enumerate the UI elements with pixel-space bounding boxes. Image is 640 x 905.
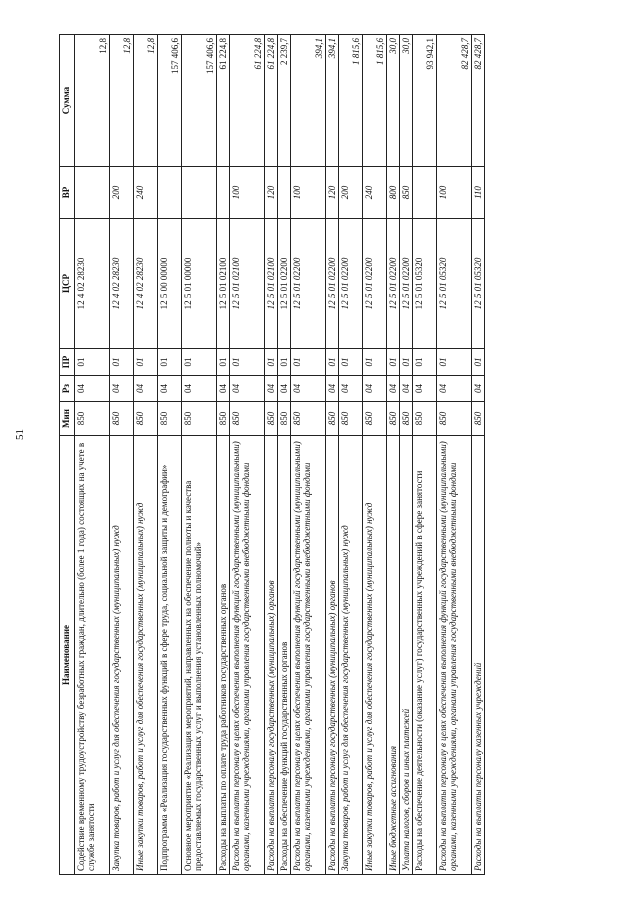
cell-pr: 01	[182, 349, 217, 376]
cell-pr: 01	[326, 349, 339, 376]
cell-pr: 01	[437, 349, 472, 376]
cell-vr	[413, 167, 437, 219]
table-row	[134, 35, 158, 875]
cell-vr: 100	[437, 167, 472, 219]
cell-name: Расходы на обеспечение функций государственных органов	[278, 436, 291, 875]
cell-pr: 01	[75, 349, 110, 376]
cell-sum: 30,0	[387, 35, 400, 167]
cell-vr	[217, 167, 230, 219]
cell-csr: 12 5 01 02200	[339, 219, 363, 349]
cell-csr: 12 4 02 28230	[75, 219, 110, 349]
cell-min: 850	[387, 402, 400, 436]
cell-min: 850	[291, 402, 326, 436]
cell-rz: 04	[339, 376, 363, 402]
cell-name: Основное мероприятие «Реализация мероприятий, направленных на обеспечение полноты и качества предоставляемых государственных услуг и выполнения установленных полномочий»	[182, 436, 217, 875]
header-csr: ЦСР	[60, 219, 75, 349]
table-row	[326, 35, 339, 875]
cell-sum: 82 428,7	[472, 35, 485, 167]
cell-sum: 61 224,8	[217, 35, 230, 167]
cell-sum: 12,8	[110, 35, 134, 167]
cell-vr: 200	[110, 167, 134, 219]
cell-min: 850	[217, 402, 230, 436]
cell-csr: 12 5 01 02200	[363, 219, 387, 349]
cell-rz: 04	[387, 376, 400, 402]
cell-sum: 157 406,6	[182, 35, 217, 167]
cell-sum: 2 239,7	[278, 35, 291, 167]
cell-vr	[75, 167, 110, 219]
cell-vr: 240	[134, 167, 158, 219]
table-row	[291, 35, 326, 875]
cell-rz: 04	[134, 376, 158, 402]
table-row	[182, 35, 217, 875]
cell-vr: 120	[326, 167, 339, 219]
cell-name: Расходы на выплаты персоналу в целях обеспечения выполнения функций государственными (муниципальными) органами, казенными учреждениями, органами управления государственными внебюджетными фондами	[437, 436, 472, 875]
cell-csr: 12 5 01 05320	[437, 219, 472, 349]
header-sum: Сумма	[60, 35, 75, 167]
cell-min: 850	[437, 402, 472, 436]
cell-sum: 82 428,7	[437, 35, 472, 167]
table-row	[265, 35, 278, 875]
cell-vr: 110	[472, 167, 485, 219]
table-row	[217, 35, 230, 875]
cell-name: Расходы на обеспечение деятельности (оказание услуг) государственных учреждений в сфере занятости	[413, 436, 437, 875]
cell-pr: 01	[110, 349, 134, 376]
cell-csr: 12 5 01 02100	[265, 219, 278, 349]
cell-vr	[158, 167, 182, 219]
cell-pr: 01	[387, 349, 400, 376]
cell-rz: 04	[265, 376, 278, 402]
cell-sum: 61 224,8	[265, 35, 278, 167]
cell-vr	[278, 167, 291, 219]
table-row	[75, 35, 110, 875]
cell-min: 850	[339, 402, 363, 436]
cell-vr: 100	[230, 167, 265, 219]
cell-sum: 93 942,1	[413, 35, 437, 167]
cell-rz: 04	[472, 376, 485, 402]
cell-rz: 04	[278, 376, 291, 402]
table-row	[339, 35, 363, 875]
cell-rz: 04	[217, 376, 230, 402]
header-min: Мин	[60, 402, 75, 436]
cell-min: 850	[265, 402, 278, 436]
cell-sum: 12,8	[75, 35, 110, 167]
cell-min: 850	[363, 402, 387, 436]
cell-pr: 01	[400, 349, 413, 376]
budget-table	[59, 34, 485, 875]
cell-rz: 04	[291, 376, 326, 402]
cell-sum: 1 815,6	[339, 35, 363, 167]
cell-min: 850	[158, 402, 182, 436]
header-rz: Рз	[60, 376, 75, 402]
table-row	[363, 35, 387, 875]
table-row	[278, 35, 291, 875]
cell-pr: 01	[217, 349, 230, 376]
cell-name: Расходы на выплаты персоналу государственных (муниципальных) органов	[265, 436, 278, 875]
cell-name: Содействие временному трудоустройству безработных граждан, длительно (более 1 года) состоящих на учете в службе занятости	[75, 436, 110, 875]
cell-name: Расходы на выплаты персоналу в целях обеспечения выполнения функций государственными (муниципальными) органами, казенными учреждениями, органами управления государственными внебюджетными фондами	[230, 436, 265, 875]
cell-pr: 01	[413, 349, 437, 376]
page-number: 51	[14, 429, 26, 440]
cell-pr: 01	[291, 349, 326, 376]
header-pr: ПР	[60, 349, 75, 376]
cell-name: Закупка товаров, работ и услуг для обеспечения государственных (муниципальных) нужд	[339, 436, 363, 875]
cell-rz: 04	[363, 376, 387, 402]
cell-rz: 04	[413, 376, 437, 402]
cell-min: 850	[326, 402, 339, 436]
cell-csr: 12 5 00 00000	[158, 219, 182, 349]
cell-pr: 01	[134, 349, 158, 376]
cell-vr: 240	[363, 167, 387, 219]
cell-sum: 157 406,6	[158, 35, 182, 167]
cell-vr: 100	[291, 167, 326, 219]
cell-csr: 12 5 01 05320	[413, 219, 437, 349]
cell-pr: 01	[265, 349, 278, 376]
cell-name: Расходы на выплаты персоналу в целях обеспечения выполнения функций государственными (муниципальными) органами, казенными учреждениями, органами управления государственными внебюджетными фондами	[291, 436, 326, 875]
cell-rz: 04	[110, 376, 134, 402]
cell-name: Иные бюджетные ассигнования	[387, 436, 400, 875]
cell-name: Иные закупки товаров, работ и услуг для обеспечения государственных (муниципальных) нужд	[363, 436, 387, 875]
cell-csr: 12 5 01 05320	[472, 219, 485, 349]
cell-pr: 01	[278, 349, 291, 376]
table-row	[472, 35, 485, 875]
cell-vr: 120	[265, 167, 278, 219]
cell-sum: 394,1	[291, 35, 326, 167]
header-vr: ВР	[60, 167, 75, 219]
cell-min: 850	[75, 402, 110, 436]
cell-min: 850	[134, 402, 158, 436]
table-row	[413, 35, 437, 875]
table-row	[387, 35, 400, 875]
cell-min: 850	[230, 402, 265, 436]
cell-csr: 12 5 01 02200	[400, 219, 413, 349]
rotated-table-container	[59, 35, 607, 875]
cell-name: Расходы на выплаты персоналу казенных учреждений	[472, 436, 485, 875]
cell-rz: 04	[75, 376, 110, 402]
cell-vr: 800	[387, 167, 400, 219]
cell-vr: 850	[400, 167, 413, 219]
cell-csr: 12 5 01 02200	[387, 219, 400, 349]
cell-name: Подпрограмма «Реализация государственных функций в сфере труда, социальной защиты и демографии»	[158, 436, 182, 875]
table-body	[75, 35, 485, 875]
cell-min: 850	[110, 402, 134, 436]
table-row	[230, 35, 265, 875]
cell-rz: 04	[326, 376, 339, 402]
cell-vr	[182, 167, 217, 219]
table-row	[110, 35, 134, 875]
cell-name: Иные закупки товаров, работ и услуг для обеспечения государственных (муниципальных) нужд	[134, 436, 158, 875]
cell-csr: 12 5 01 02200	[291, 219, 326, 349]
cell-name: Уплата налогов, сборов и иных платежей	[400, 436, 413, 875]
cell-sum: 12,8	[134, 35, 158, 167]
cell-min: 850	[278, 402, 291, 436]
cell-csr: 12 4 02 28230	[110, 219, 134, 349]
table-header-row	[60, 35, 75, 875]
cell-csr: 12 5 01 02200	[326, 219, 339, 349]
cell-rz: 04	[158, 376, 182, 402]
cell-rz: 04	[437, 376, 472, 402]
cell-name: Расходы на выплаты по оплате труда работников государственных органов	[217, 436, 230, 875]
cell-pr: 01	[230, 349, 265, 376]
cell-sum: 394,1	[326, 35, 339, 167]
cell-csr: 12 5 01 02100	[217, 219, 230, 349]
cell-name: Расходы на выплаты персоналу государственных (муниципальных) органов	[326, 436, 339, 875]
cell-pr: 01	[363, 349, 387, 376]
cell-min: 850	[400, 402, 413, 436]
cell-rz: 04	[182, 376, 217, 402]
cell-min: 850	[472, 402, 485, 436]
cell-csr: 12 5 01 02100	[230, 219, 265, 349]
table-row	[158, 35, 182, 875]
table-row	[400, 35, 413, 875]
cell-pr: 01	[472, 349, 485, 376]
cell-csr: 12 4 02 28230	[134, 219, 158, 349]
cell-min: 850	[182, 402, 217, 436]
cell-vr: 200	[339, 167, 363, 219]
cell-min: 850	[413, 402, 437, 436]
header-name: Наименование	[60, 436, 75, 875]
cell-csr: 12 5 01 02200	[278, 219, 291, 349]
cell-name: Закупка товаров, работ и услуг для обеспечения государственных (муниципальных) нужд	[110, 436, 134, 875]
cell-rz: 04	[230, 376, 265, 402]
cell-rz: 04	[400, 376, 413, 402]
cell-csr: 12 5 01 00000	[182, 219, 217, 349]
cell-pr: 01	[339, 349, 363, 376]
cell-sum: 1 815,6	[363, 35, 387, 167]
table-row	[437, 35, 472, 875]
cell-pr: 01	[158, 349, 182, 376]
cell-sum: 61 224,8	[230, 35, 265, 167]
cell-sum: 30,0	[400, 35, 413, 167]
